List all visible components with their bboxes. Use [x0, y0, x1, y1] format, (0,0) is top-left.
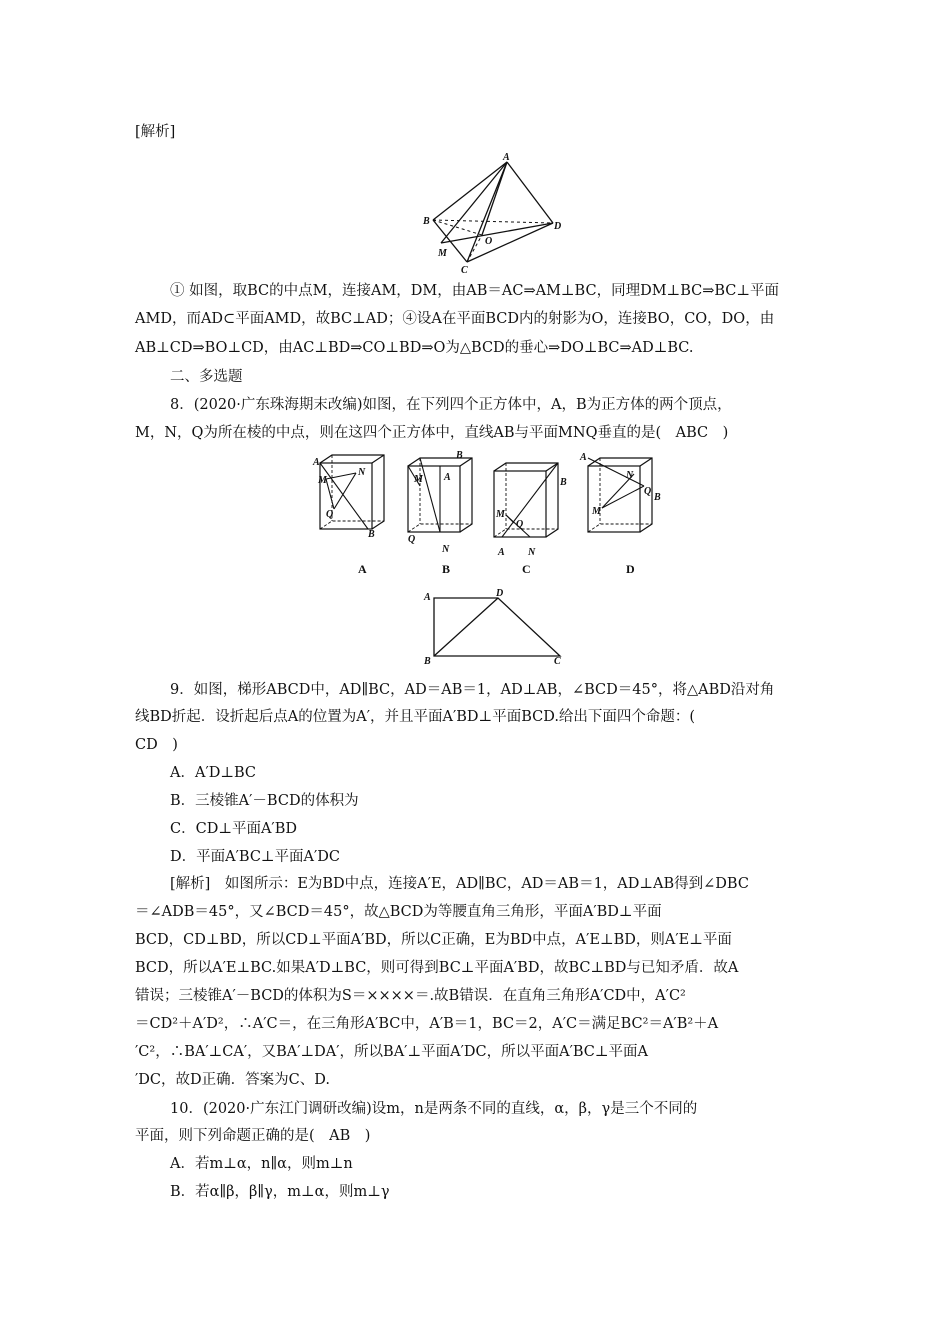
cube-label: Q — [408, 534, 416, 545]
cube-label: Q — [326, 509, 334, 520]
cube-figure-a — [312, 455, 392, 555]
paragraph-line: ① 如图，取BC的中点M，连接AM，DM，由AB＝AC⇒AM⊥BC，同理DM⊥BC⇒BC⊥平面 — [170, 283, 780, 299]
cube-figure-c — [486, 455, 566, 560]
question-8-line: 8．(2020·广东珠海期末改编)如图，在下列四个正方体中，A，B为正方体的两个顶点， — [170, 397, 732, 413]
label-O: O — [485, 236, 493, 247]
cube-caption-b: B — [442, 562, 451, 576]
solution-line: BCD，CD⊥BD，所以CD⊥平面A′BD，所以C正确，E为BD中点，A′E⊥BD，则A′E⊥平面 — [135, 932, 732, 948]
cube-label: Q — [644, 486, 652, 497]
label-D: D — [554, 221, 562, 232]
paragraph-line: AB⊥CD⇒BO⊥CD，由AC⊥BD⇒CO⊥BD⇒O为△BCD的垂心⇒DO⊥BC⇒AD⊥BC. — [135, 340, 694, 356]
question-9-line: CD ) — [135, 737, 178, 753]
option-d: D．平面A′BC⊥平面A′DC — [170, 849, 341, 865]
question-10-line: 10．(2020·广东江门调研改编)设m，n是两条不同的直线，α，β，γ是三个不同的 — [170, 1101, 698, 1117]
cube-label: A — [444, 472, 451, 483]
tetrahedron-figure — [415, 150, 575, 275]
cube-label: A — [580, 452, 587, 463]
cube-label: B — [560, 477, 567, 488]
cube-label: M — [592, 506, 601, 517]
label-A: A — [424, 592, 431, 603]
trapezoid-figure — [420, 588, 570, 668]
cube-label: B — [368, 529, 375, 540]
label-C: C — [461, 265, 468, 276]
solution-label: [解析] — [135, 124, 176, 140]
cube-label: M — [496, 509, 505, 520]
cube-label: M — [414, 474, 423, 485]
option-c: C．CD⊥平面A′BD — [170, 821, 297, 837]
cube-label: N — [442, 544, 450, 555]
solution-line: 错误；三棱锥A′－BCD的体积为S＝××××＝.故B错误．在直角三角形A′CD中，A′C² — [135, 988, 686, 1004]
cube-label: A — [313, 457, 320, 468]
question-10-line: 平面，则下列命题正确的是( AB ) — [135, 1128, 371, 1144]
cube-label: N — [358, 467, 366, 478]
option-a: A．A′D⊥BC — [170, 765, 257, 781]
option-b: B．三棱锥A′－BCD的体积为 — [170, 793, 359, 809]
question-9-line: 线BD折起．设折起后点A的位置为A′，并且平面A′BD⊥平面BCD.给出下面四个命题：( — [135, 709, 696, 725]
section-heading: 二、多选题 — [170, 369, 243, 385]
cube-label: B — [456, 450, 463, 461]
cube-label: B — [654, 492, 661, 503]
label-B: B — [423, 216, 430, 227]
option-b: B．若α∥β，β∥γ，m⊥α，则m⊥γ — [170, 1184, 390, 1200]
solution-line: [解析] 如图所示：E为BD中点，连接A′E，AD∥BC，AD＝AB＝1，AD⊥AB得到∠DBC — [170, 876, 749, 892]
cube-label: N — [528, 547, 536, 558]
cube-label: Q — [516, 519, 524, 530]
label-D: D — [496, 588, 504, 599]
solution-line: ′C²，∴BA′⊥CA′，又BA′⊥DA′，所以BA′⊥平面A′DC，所以平面A′BC⊥平面A — [135, 1044, 648, 1060]
solution-line: ＝CD²＋A′D²，∴A′C＝，在三角形A′BC中，A′B＝1，BC＝2，A′C＝满足BC²＝A′B²＋A — [135, 1016, 719, 1032]
question-8-line: M，N，Q为所在棱的中点，则在这四个正方体中，直线AB与平面MNQ垂直的是( ABC ) — [135, 425, 729, 441]
label-C: C — [554, 656, 561, 667]
label-B: B — [424, 656, 431, 667]
solution-line: ＝∠ADB＝45°，又∠BCD＝45°，故△BCD为等腰直角三角形，平面A′BD⊥平面 — [135, 904, 662, 920]
question-9-line: 9．如图，梯形ABCD中，AD∥BC，AD＝AB＝1，AD⊥AB，∠BCD＝45°，将△ABD沿对角 — [170, 682, 775, 698]
cube-label: A — [498, 547, 505, 558]
solution-line: BCD，所以A′E⊥BC.如果A′D⊥BC，则可得到BC⊥平面A′BD，故BC⊥BD与已知矛盾．故A — [135, 960, 739, 976]
cube-caption-a: A — [358, 562, 367, 576]
option-a: A．若m⊥α，n∥α，则m⊥n — [170, 1156, 353, 1172]
cube-label: N — [626, 470, 634, 481]
paragraph-line: AMD，而AD⊂平面AMD，故BC⊥AD；④设A在平面BCD内的射影为O，连接BO，CO，DO，由 — [135, 311, 775, 327]
label-M: M — [438, 248, 447, 259]
cube-caption-d: D — [626, 562, 635, 576]
cube-figure-b — [400, 450, 480, 555]
cube-label: M — [318, 475, 327, 486]
label-A: A — [503, 152, 510, 163]
solution-line: ′DC，故D正确．答案为C、D. — [135, 1072, 330, 1088]
cube-figure-d — [578, 452, 668, 552]
cube-caption-c: C — [522, 562, 531, 576]
